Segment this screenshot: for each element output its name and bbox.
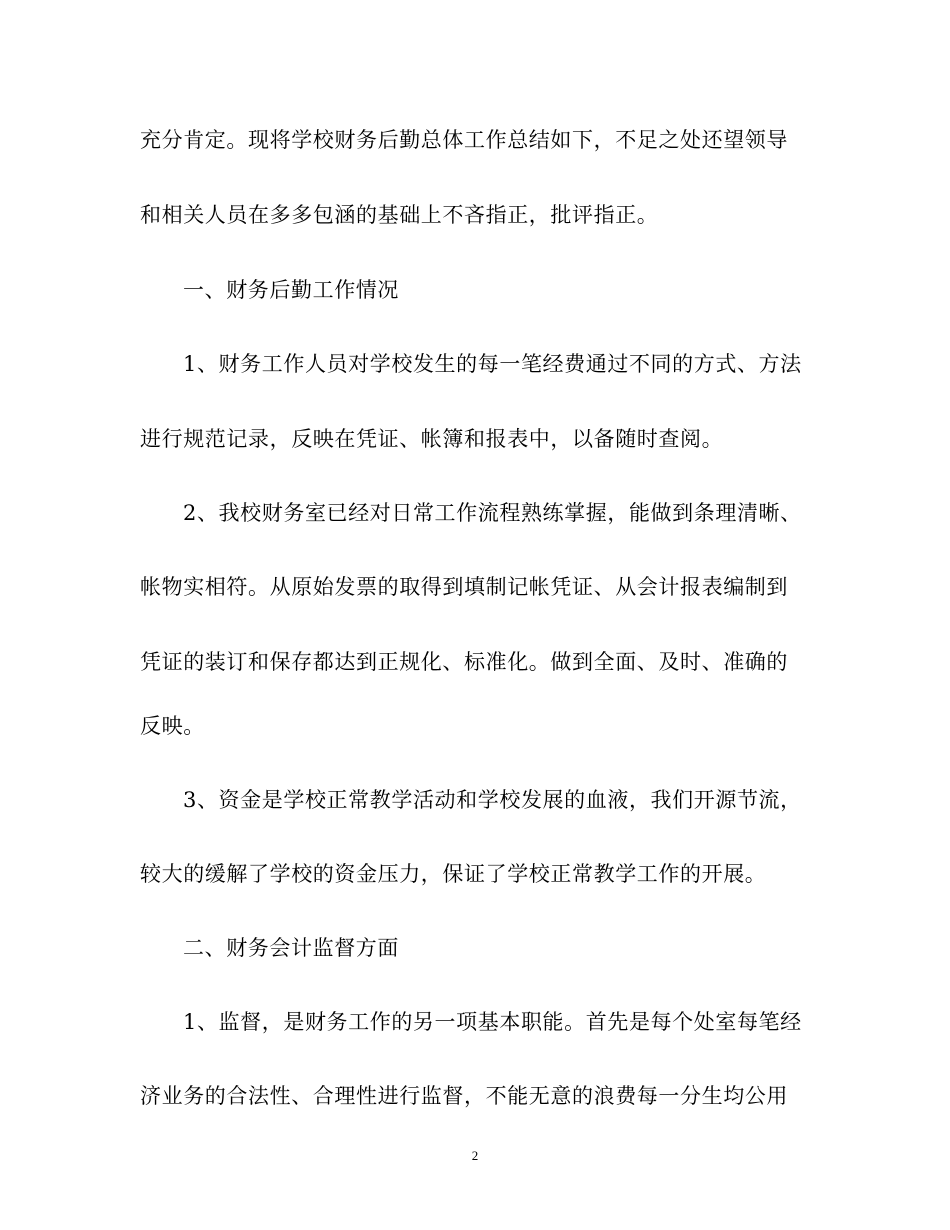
section-heading: 一、财务后勤工作情况 — [183, 278, 399, 302]
body-text-line: 凭证的装订和保存都达到正规化、标准化。做到全面、及时、准确的 — [140, 650, 788, 674]
body-text-line: 充分肯定。现将学校财务后勤总体工作总结如下，不足之处还望领导 — [140, 128, 788, 152]
page-number: 2 — [471, 1148, 479, 1163]
body-text-line: 进行规范记录，反映在凭证、帐簿和报表中，以备随时查阅。 — [140, 427, 724, 451]
body-text-line: 帐物实相符。从原始发票的取得到填制记帐凭证、从会计报表编制到 — [140, 575, 788, 599]
body-text-line: 和相关人员在多多包涵的基础上不吝指正，批评指正。 — [140, 203, 659, 227]
body-text-line: 3、资金是学校正常教学活动和学校发展的血液，我们开源节流， — [183, 788, 802, 812]
body-text-line: 2、我校财务室已经对日常工作流程熟练掌握，能做到条理清晰、 — [183, 501, 802, 525]
body-text-line: 1、监督，是财务工作的另一项基本职能。首先是每个处室每笔经 — [183, 1010, 802, 1034]
body-text-line: 较大的缓解了学校的资金压力，保证了学校正常教学工作的开展。 — [140, 862, 767, 886]
body-text-line: 1、财务工作人员对学校发生的每一笔经费通过不同的方式、方法 — [183, 352, 802, 376]
body-text-line: 反映。 — [140, 714, 205, 738]
body-text-line: 济业务的合法性、合理性进行监督，不能无意的浪费每一分生均公用 — [140, 1084, 788, 1108]
section-heading: 二、财务会计监督方面 — [183, 936, 399, 960]
